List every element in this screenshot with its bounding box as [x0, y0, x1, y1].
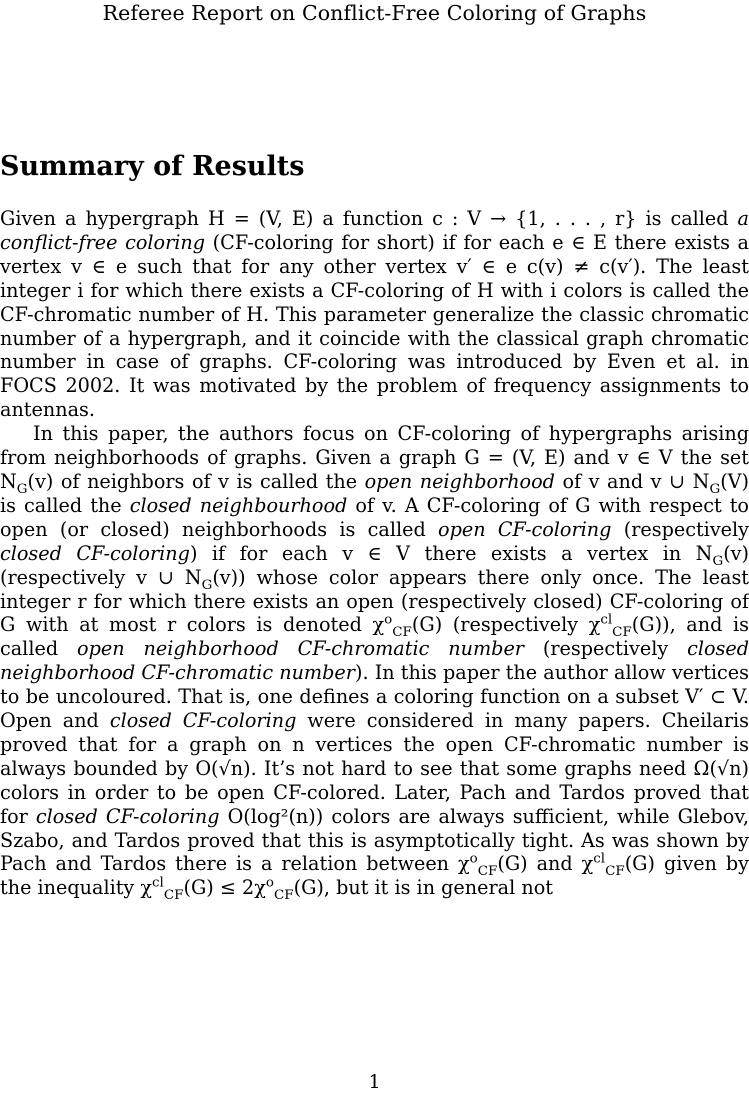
paragraph-1: Given a hypergraph H = (V, E) a function c : V → {1, . . . , r} is called a conflict-free coloring (CF-coloring for short) if for each e ∈ E there exists a vertex v ∈ e such that for any other vertex v′ ∈ e c(v) ≠ c(v′). The least integer i for which there exists a CF-coloring of H with i colors is called the CF-chromatic number of H. This parameter generalize the classic chromatic number of a hypergraph, and it coincide with the classical graph chromatic number in case of graphs. CF-coloring was introduced by Even et al. in FOCS 2002. It was motivated by the problem of frequency assignments to antennas.: [0, 207, 749, 422]
body-text: [0, 207, 749, 904]
page-number: 1: [368, 1071, 381, 1093]
paragraph-2: In this paper, the authors focus on CF-coloring of hypergraphs arising from neighborhoods of graphs. Given a graph G = (V, E) and v ∈ V the set $N_G(v)$ of neighbors of v is called the open neighborhood of v and v ∪ $N_G(V)$ is called the closed neighbourhood of v. A CF-coloring of G with respect to open (or closed) neighborhoods is called open CF-coloring (respectively closed CF-coloring) if for each v ∈ V there exists a vertex in $N_G(v)$ (respectively v ∪ $N_G(v)$) whose color appears there only once. The least integer r for which there exists an open (respectively closed) CF-coloring of G with at most r colors is denoted $\chi^o_{CF}(G)$ (respectively $\chi^{cl}_{CF}(G)$), and is called open neighborhood CF-chromatic number (respectively closed neighborhood CF-chromatic number). In this paper the author allow vertices to be uncoloured. That is, one defines a coloring function on a subset V′ ⊂ V. Open and closed CF-coloring were considered in many papers. Cheilaris proved that for a graph on n vertices the open CF-chromatic number is always bounded by O(√n). It’s not hard to see that some graphs need Ω(√n) colors in order to be open CF-colored. Later, Pach and Tardos proved that for closed CF-coloring O(log²(n)) colors are always sufficient, while Glebov, Szabo, and Tardos proved that this is asymptotically tight. As was shown by Pach and Tardos there is a relation between $\chi^o_{CF}(G)$ and $\chi^{cl}_{CF}(G)$ given by the inequality $\chi^{cl}_{CF}(G) \le 2\chi^o_{CF}(G)$, but it is in general not: [0, 422, 749, 904]
page-header: Referee Report on Conflict-Free Coloring of Graphs: [102, 1, 647, 25]
section-title: Summary of Results: [0, 151, 305, 182]
